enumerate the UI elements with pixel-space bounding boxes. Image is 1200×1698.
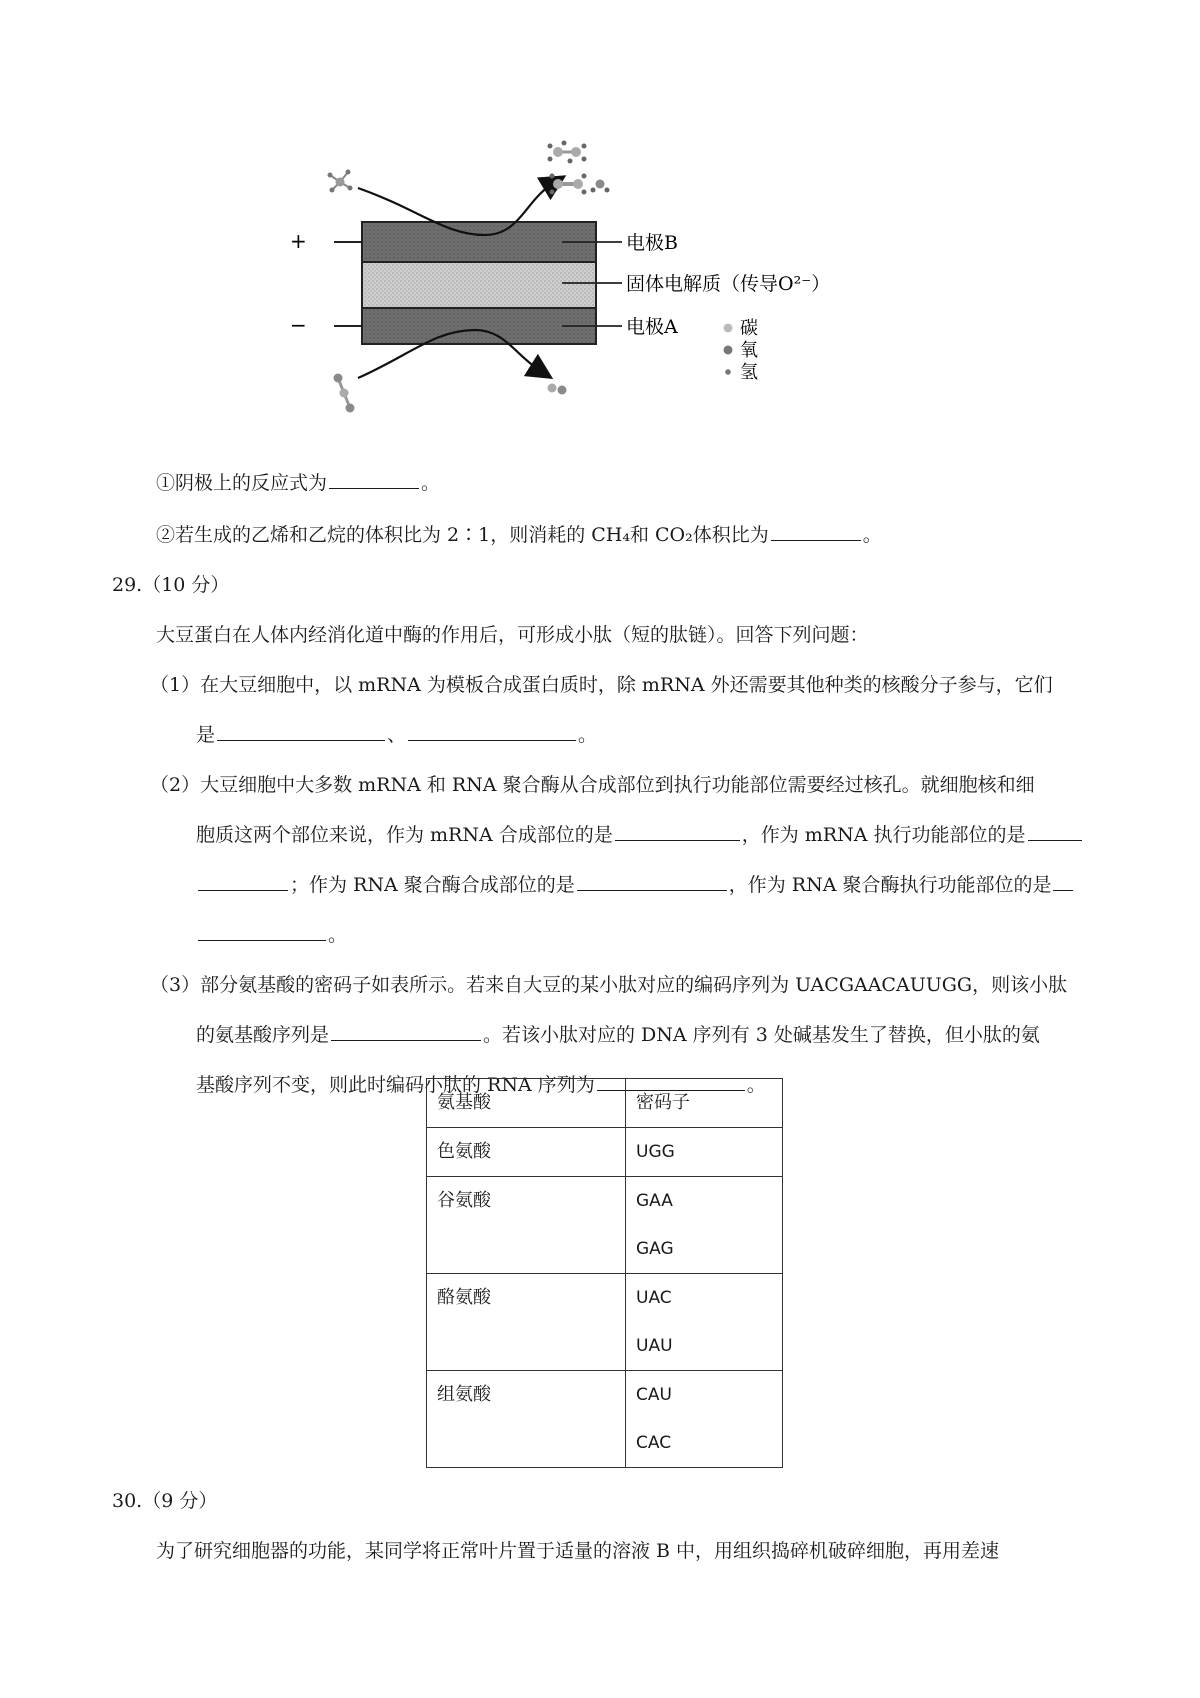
codon: UAC bbox=[636, 1288, 672, 1308]
legend-hydrogen: 氢 bbox=[740, 362, 758, 383]
answer-blank bbox=[198, 872, 288, 891]
q28-part1: ①阴极上的反应式为 。 bbox=[156, 472, 441, 494]
electrolyte-layer bbox=[362, 262, 596, 308]
codon: UGG bbox=[636, 1142, 675, 1162]
codon: UAU bbox=[636, 1336, 673, 1356]
q29-p1-line2: 是 、 。 bbox=[196, 724, 598, 746]
plus-sign: + bbox=[290, 229, 307, 253]
answer-blank bbox=[615, 822, 740, 841]
electrode-a-layer bbox=[362, 308, 596, 344]
minus-sign: − bbox=[290, 313, 307, 337]
q30-intro: 为了研究细胞器的功能，某同学将正常叶片置于适量的溶液 B 中，用组织捣碎机破碎细胞，再用差速 bbox=[156, 1540, 1000, 1562]
codon: GAA bbox=[636, 1191, 673, 1211]
electrolysis-diagram bbox=[290, 140, 940, 460]
answer-blank bbox=[771, 522, 861, 541]
co-molecule bbox=[548, 384, 567, 395]
q29-p1-line1: （1）在大豆细胞中，以 mRNA 为模板合成蛋白质时，除 mRNA 外还需要其他种类的核酸分子参与，它们 bbox=[150, 674, 1053, 696]
q29-p3-line1: （3）部分氨基酸的密码子如表所示。若来自大豆的某小肽对应的编码序列为 UACGAACAUUGG，则该小肽 bbox=[150, 974, 1068, 996]
electrolyte-label: 固体电解质（传导O²⁻） bbox=[626, 273, 831, 295]
header-codon: 密码子 bbox=[636, 1092, 690, 1113]
co2-molecule bbox=[334, 374, 355, 413]
hydrogen-legend-dot bbox=[725, 369, 731, 375]
legend-carbon: 碳 bbox=[740, 318, 758, 339]
q29-p3-line2: 的氨基酸序列是 。若该小肽对应的 DNA 序列有 3 处碱基发生了替换，但小肽的氨 bbox=[196, 1024, 1040, 1046]
q29-p2-line4: 。 bbox=[196, 922, 347, 948]
q28-part2: ②若生成的乙烯和乙烷的体积比为 2∶1，则消耗的 CH₄和 CO₂体积比为 。 bbox=[156, 524, 882, 546]
amino-acid-name: 谷氨酸 bbox=[437, 1190, 491, 1211]
table-header-row bbox=[427, 1079, 783, 1128]
answer-blank bbox=[408, 722, 576, 741]
q29-p2-line1: （2）大豆细胞中大多数 mRNA 和 RNA 聚合酶从合成部位到执行功能部位需要经过核孔。就细胞核和细 bbox=[150, 774, 1035, 796]
table-row bbox=[427, 1177, 783, 1274]
codon: CAC bbox=[636, 1433, 672, 1453]
answer-blank bbox=[1028, 822, 1082, 841]
answer-blank bbox=[577, 872, 727, 891]
answer-blank bbox=[1053, 872, 1073, 891]
ethylene-molecule bbox=[550, 174, 587, 195]
q30-header: 30.（9 分） bbox=[112, 1490, 218, 1512]
ethane-molecule bbox=[548, 141, 587, 164]
codon: GAG bbox=[636, 1239, 674, 1259]
legend-oxygen: 氧 bbox=[740, 340, 758, 361]
q29-p2-line3: ；作为 RNA 聚合酶合成部位的是 ，作为 RNA 聚合酶执行功能部位的是 bbox=[196, 872, 1075, 898]
answer-blank bbox=[198, 922, 326, 941]
water-molecule bbox=[591, 180, 610, 193]
electrode-a-label: 电极A bbox=[626, 316, 678, 338]
q29-intro: 大豆蛋白在人体内经消化道中酶的作用后，可形成小肽（短的肽链）。回答下列问题： bbox=[156, 624, 869, 646]
header-amino-acid: 氨基酸 bbox=[437, 1092, 491, 1113]
table-row bbox=[427, 1274, 783, 1371]
amino-acid-name: 色氨酸 bbox=[437, 1141, 491, 1162]
q29-p3-line3: 基酸序列不变，则此时编码小肽的 RNA 序列为 。 bbox=[196, 1074, 766, 1096]
q29-header: 29.（10 分） bbox=[112, 574, 230, 596]
q29-p2-line2: 胞质这两个部位来说，作为 mRNA 合成部位的是 ，作为 mRNA 执行功能部位的是 bbox=[196, 822, 1084, 848]
codon-table bbox=[426, 1078, 783, 1468]
electrode-b-layer bbox=[362, 222, 596, 262]
codon: CAU bbox=[636, 1385, 672, 1405]
electrode-b-label: 电极B bbox=[626, 232, 678, 254]
answer-blank bbox=[217, 722, 385, 741]
table-row bbox=[427, 1128, 783, 1177]
amino-acid-name: 组氨酸 bbox=[437, 1384, 491, 1405]
amino-acid-name: 酪氨酸 bbox=[437, 1287, 491, 1308]
table-row bbox=[427, 1371, 783, 1468]
answer-blank bbox=[329, 470, 419, 489]
methane-molecule bbox=[328, 170, 353, 193]
answer-blank bbox=[331, 1022, 481, 1041]
carbon-legend-dot bbox=[724, 324, 733, 333]
oxygen-legend-dot bbox=[724, 346, 733, 355]
